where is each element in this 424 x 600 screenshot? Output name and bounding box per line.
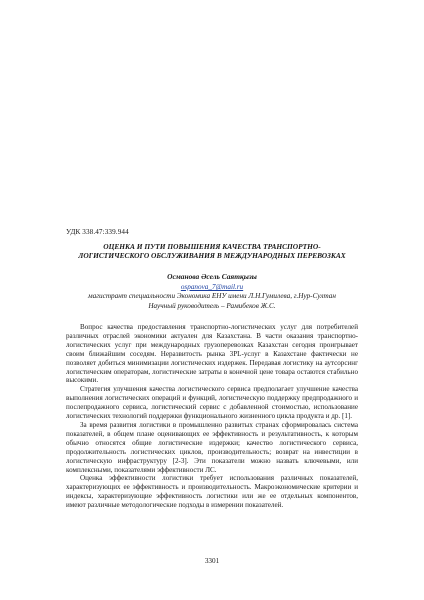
author-name: Османова Әсель Саятқызы xyxy=(167,272,257,281)
body-paragraph-1: Вопрос качества предоставления транспортно-логистических услуг для потребителей различных отраслей экономики актуален для Казахстана. В части оказания транспортно-логистических услуг при международных грузоперевозках Казахстан сегодня проигрывает своим ближайшим соседям. Неразвитость рынка 3PL-услуг в Казахстане фактически не позволяет добиться минимизации логистических издержек. Передавая логистику на аутсорсинг логистическим операторам, логистические затраты в конечной цене товара остаются стабильно высокими. xyxy=(66,323,358,385)
supervisor-line: Научный руководитель – Рамибеков Ж.С. xyxy=(148,301,276,310)
article-body xyxy=(66,323,358,510)
title-line-1: ОЦЕНКА И ПУТИ ПОВЫШЕНИЯ КАЧЕСТВА ТРАНСПОРТНО- xyxy=(103,242,321,251)
affiliation-line-1: магистрант специальности Экономика ЕНУ имени Л.Н.Гумилева, г.Нур-Султан xyxy=(88,292,336,300)
page-number: 3301 xyxy=(204,557,220,565)
affiliation xyxy=(66,292,358,311)
body-paragraph-3: За время развития логистики в промышленно развитых странах сформировалась система показателей, в общем плане оценивающих ее эффективность и результативность, к которым обычно относятся общие логистические издержки; качество логистического сервиса, продолжительность логистических циклов, производительность; возврат на инвестиции в логистическую инфраструктуру [2-3]. Эти показатели можно назвать ключевыми, или комплексными, показателями эффективности ЛС. xyxy=(66,420,358,474)
article-title xyxy=(66,242,358,260)
body-paragraph-4: Оценка эффективности логистики требует использования различных показателей, характеризующих ее эффективность и производительность. Макроэкономические критерии и индексы, характеризующие эффективность логистики или же ее отдельных компонентов, имеют различные методологические подходы в измерении показателей. xyxy=(66,474,358,510)
title-line-2: ЛОГИСТИЧЕСКОГО ОБСЛУЖИВАНИЯ В МЕЖДУНАРОДНЫХ ПЕРЕВОЗКАХ xyxy=(78,251,346,260)
author-email-link[interactable]: ospanova_7@mail.ru xyxy=(180,283,244,291)
body-paragraph-2: Стратегия улучшения качества логистического сервиса предполагает улучшение качества выполнения логистических операций и функций, логистическую поддержку предпродажного и послепродажного сервиса, логистический сервис с добавленной стоимостью, использование логистических технологий поддержки функционального жизненного цикла продукта и др. [1]. xyxy=(66,385,358,421)
udk-code: УДК 338.47:339.944 xyxy=(66,228,129,236)
